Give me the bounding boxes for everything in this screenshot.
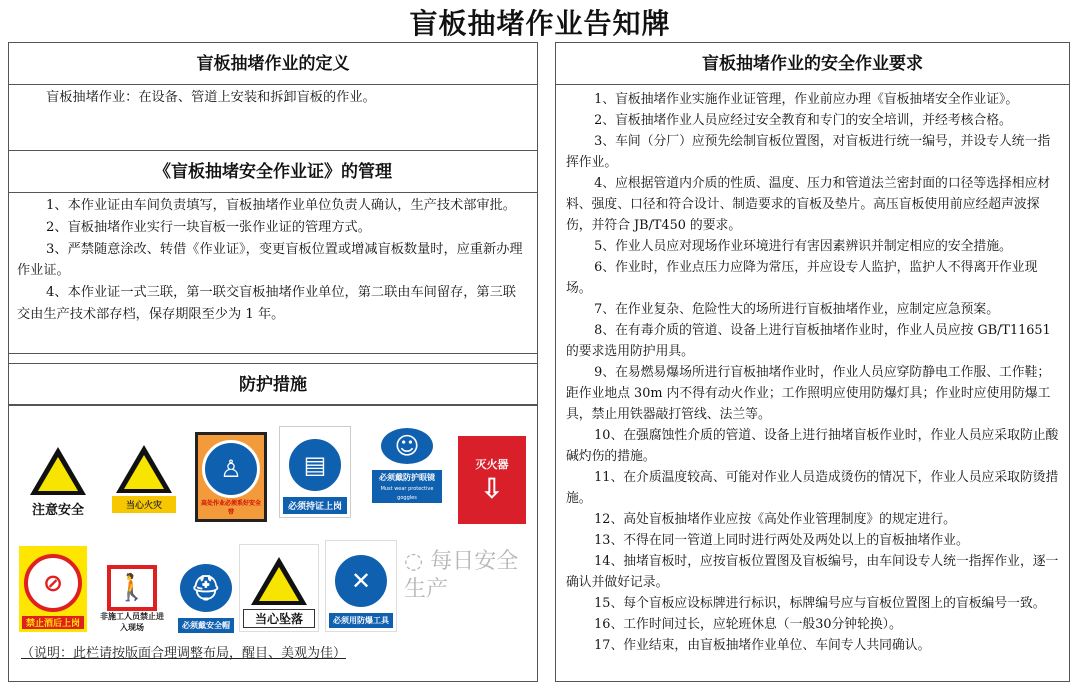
sign-helmet — [175, 558, 237, 636]
sign-label: 当心坠落 — [243, 609, 315, 628]
sign-no-alcohol — [19, 546, 87, 632]
page-title: 盲板抽堵作业告知牌 — [409, 7, 671, 40]
requirement-item: 7、在作业复杂、危险性大的场所进行盲板抽堵作业，应制定应急预案。 — [594, 302, 1000, 317]
requirement-item: 11、在介质温度较高、可能对作业人员造成烫伤的情况下，作业人员应采取防烫措施。 — [566, 470, 1059, 506]
requirement-item: 12、高处盲板抽堵作业应按《高处作业管理制度》的规定进行。 — [594, 512, 956, 527]
sign-certificate — [279, 426, 351, 518]
requirement-item: 2、盲板抽堵作业人员应经过安全教育和专门的安全培训，并经考核合格。 — [594, 113, 1012, 128]
sign-no-entry — [97, 556, 167, 636]
requirement-item: 8、在有毒介质的管道、设备上进行盲板抽堵作业时，作业人员应按 GB/T11651 的要求选用防护用具。 — [566, 323, 1051, 359]
requirement-item: 6、作业时，作业点压力应降为常压，并应设专人监护，监护人不得离开作业现场。 — [566, 260, 1038, 296]
watermark — [404, 548, 534, 604]
definition-section — [9, 85, 537, 151]
requirement-item: 1、盲板抽堵作业实施作业证管理，作业前应办理《盲板抽堵安全作业证》。 — [594, 92, 1019, 107]
sign-caution — [19, 426, 97, 521]
protection-header: 防护措施 — [9, 363, 537, 405]
no-alcohol-icon: ⊘ — [24, 554, 82, 612]
sign-label-en: Must wear protective goggles — [380, 486, 434, 501]
requirement-item: 4、应根据管道内介质的性质、温度、压力和管道法兰密封面的口径等选择相应材料、强度、口径和符合设计、制造要求的盲板及垫片。高压盲板使用前应经超声波探伤，并符合 JB/T450 的要求。 — [566, 176, 1051, 233]
warning-icon — [30, 447, 86, 495]
requirement-item: 15、每个盲板应设标牌进行标识，标牌编号应与盲板位置图上的盲板编号一致。 — [594, 596, 1046, 611]
sign-goggles — [369, 422, 445, 506]
sign-fire-warning — [109, 426, 179, 516]
sign-fall-warning — [239, 544, 319, 632]
sign-label: 必须用防爆工具 — [329, 613, 393, 628]
fall-warning-icon — [251, 557, 307, 605]
sign-label: 非施工人员禁止进入现场 — [100, 612, 164, 632]
sign-label: 必须戴安全帽 — [178, 618, 234, 633]
right-column — [555, 42, 1070, 682]
management-item: 2、盲板抽堵作业实行一块盲板一张作业证的管理方式。 — [46, 219, 371, 235]
definition-header: 盲板抽堵作业的定义 — [9, 43, 537, 85]
management-header: 《盲板抽堵安全作业证》的管理 — [9, 151, 537, 193]
requirement-item: 5、作业人员应对现场作业环境进行有害因素辨识并制定相应的安全措施。 — [594, 239, 1012, 254]
goggles-icon: ☺ — [378, 425, 436, 467]
sign-harness — [195, 432, 267, 522]
requirements-list — [556, 85, 1069, 660]
sign-label: 灭火器 — [475, 457, 509, 471]
certificate-icon: ▤ — [286, 436, 344, 494]
requirement-item: 14、抽堵盲板时，应按盲板位置图及盲板编号，由车间设专人统一指挥作业，逐一确认并做好记录。 — [566, 554, 1059, 590]
watermark-text: 每日安全生产 — [404, 549, 519, 602]
sign-label: 注意安全 — [31, 503, 84, 518]
sign-label — [372, 470, 442, 503]
safety-signs-panel — [9, 405, 537, 679]
sign-label: 当心火灾 — [112, 496, 176, 513]
management-section — [9, 193, 537, 353]
layout-note: （说明：此栏请按版面合理调整布局，醒目、美观为佳） — [21, 646, 347, 661]
sign-label: 禁止酒后上岗 — [22, 616, 84, 629]
sign-label: 必须持证上岗 — [283, 497, 347, 514]
requirement-item: 9、在易燃易爆场所进行盲板抽堵作业时，作业人员应穿防静电工作服、工作鞋；距作业地点 30m 内不得有动火作业；工作照明应使用防爆灯具；作业时应使用防爆工具，禁止用铁器敲打管线、法兰等。 — [566, 365, 1051, 422]
requirement-item: 3、车间（分厂）应预先绘制盲板位置图，对盲板进行统一编号，并设专人统一指挥作业。 — [566, 134, 1051, 170]
requirement-item: 16、工作时间过长，应轮班休息（一般30分钟轮换）。 — [594, 617, 902, 632]
requirement-item: 10、在强腐蚀性介质的管道、设备上进行抽堵盲板作业时，作业人员应采取防止酸碱灼伤的措施。 — [566, 428, 1059, 464]
sign-label-cn: 必须戴防护眼镜 — [379, 473, 435, 482]
definition-text: 盲板抽堵作业：在设备、管道上安装和拆卸盲板的作业。 — [46, 90, 376, 105]
fire-warning-icon — [116, 445, 172, 493]
no-entry-icon: 🚶 — [107, 565, 157, 611]
requirement-item: 13、不得在同一管道上同时进行两处及两处以上的盲板抽堵作业。 — [594, 533, 969, 548]
divider — [9, 353, 537, 363]
management-item: 3、严禁随意涂改、转借《作业证》，变更盲板位置或增减盲板数量时，应重新办理作业证。 — [17, 241, 523, 279]
management-item: 1、本作业证由车间负责填写，盲板抽堵作业单位负责人确认，生产技术部审批。 — [46, 198, 516, 213]
helmet-icon: ⛑ — [177, 561, 235, 615]
explosion-proof-tools-icon: ✕ — [332, 552, 390, 610]
safety-harness-icon: ♙ — [202, 440, 260, 498]
sign-label: 高处作业必须系好安全带 — [201, 500, 262, 516]
management-item: 4、本作业证一式三联，第一联交盲板抽堵作业单位，第二联由车间留存，第三联交由生产技术部存档，保存期限至少为 1 年。 — [17, 285, 516, 322]
requirement-item: 17、作业结束，由盲板抽堵作业单位、车间专人共同确认。 — [594, 638, 931, 653]
sign-fire-extinguisher — [458, 436, 526, 524]
fire-extinguisher-icon: ⇩ — [480, 471, 504, 505]
sign-explosion-proof-tools — [325, 540, 397, 632]
requirements-header: 盲板抽堵作业的安全作业要求 — [556, 43, 1069, 85]
wechat-icon: ◌ — [404, 549, 431, 574]
